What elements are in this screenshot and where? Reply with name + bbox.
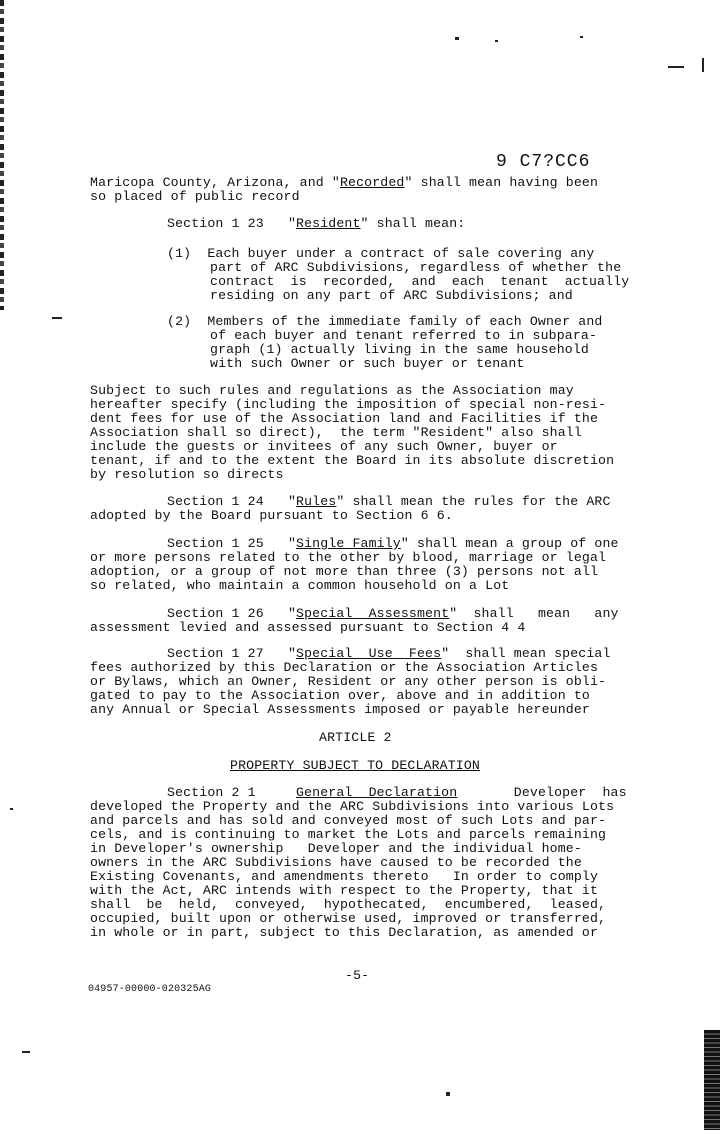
intro-line: so placed of public record bbox=[90, 189, 300, 204]
definition-item-2: graph (1) actually living in the same household bbox=[210, 342, 589, 357]
paragraph-line: cels, and is continuing to market the Lots and parcels remaining bbox=[90, 827, 607, 842]
paragraph-line: Association shall so direct), the term "Resident" also shall bbox=[90, 425, 582, 440]
paragraph-line: hereafter specify (including the imposition of special non-resi- bbox=[90, 397, 607, 412]
document-code: 04957-00000-020325AG bbox=[88, 984, 212, 995]
section-1-26: Section 1 26 "Special Assessment" shall mean any bbox=[167, 606, 619, 621]
article-heading: ARTICLE 2 bbox=[319, 730, 392, 745]
paragraph-line: or more persons related to the other by blood, marriage or legal bbox=[90, 550, 607, 565]
scan-speck bbox=[495, 40, 498, 42]
scan-speck bbox=[455, 37, 459, 40]
article-title: PROPERTY SUBJECT TO DECLARATION bbox=[230, 758, 480, 773]
paragraph-line: so related, who maintain a common household on a Lot bbox=[90, 578, 510, 593]
scan-speck bbox=[580, 36, 583, 38]
definition-item-1: contract is recorded, and each tenant actually bbox=[210, 274, 630, 289]
scan-speck bbox=[22, 1051, 30, 1053]
section-1-25: Section 1 25 "Single Family" shall mean a group of one bbox=[167, 536, 619, 551]
paragraph-line: shall be held, conveyed, hypothecated, encumbered, leased, bbox=[90, 897, 607, 912]
paragraph-line: in whole or in part, subject to this Declaration, as amended or bbox=[90, 925, 599, 940]
page-number: -5- bbox=[345, 968, 370, 983]
scan-speck bbox=[446, 1092, 450, 1096]
scan-speck bbox=[10, 808, 13, 810]
paragraph-line: tenant, if and to the extent the Board in its absolute discretion bbox=[90, 453, 615, 468]
document-number: 9 C7?CC6 bbox=[496, 152, 591, 172]
section-1-23-heading: Section 1 23 "Resident" shall mean: bbox=[167, 216, 466, 231]
paragraph-line: with the Act, ARC intends with respect to the Property, that it bbox=[90, 883, 599, 898]
paragraph-line: by resolution so directs bbox=[90, 467, 284, 482]
paragraph-line: in Developer's ownership Developer and the individual home- bbox=[90, 841, 582, 856]
paragraph-line: any Annual or Special Assessments imposed or payable hereunder bbox=[90, 702, 590, 717]
intro-line: Maricopa County, Arizona, and "Recorded" shall mean having been bbox=[90, 175, 599, 190]
section-1-27: Section 1 27 "Special Use Fees" shall mean special bbox=[167, 646, 611, 661]
scan-edge-artifact bbox=[0, 0, 4, 310]
definition-item-1: (1) Each buyer under a contract of sale covering any bbox=[167, 246, 595, 261]
paragraph-line: and parcels and has sold and conveyed most of such Lots and par- bbox=[90, 813, 607, 828]
scan-speck bbox=[52, 317, 62, 319]
paragraph-line: owners in the ARC Subdivisions have caused to be recorded the bbox=[90, 855, 582, 870]
section-1-24: Section 1 24 "Rules" shall mean the rules for the ARC bbox=[167, 494, 611, 509]
scan-speck bbox=[702, 58, 704, 72]
definition-item-2: of each buyer and tenant referred to in subpara- bbox=[210, 328, 598, 343]
paragraph-line: Subject to such rules and regulations as the Association may bbox=[90, 383, 574, 398]
paragraph-line: dent fees for use of the Association land and Facilities if the bbox=[90, 411, 599, 426]
scan-speck bbox=[668, 66, 684, 68]
definition-item-2: (2) Members of the immediate family of each Owner and bbox=[167, 314, 603, 329]
paragraph-line: fees authorized by this Declaration or the Association Articles bbox=[90, 660, 599, 675]
paragraph-line: occupied, built upon or otherwise used, improved or transferred, bbox=[90, 911, 607, 926]
paragraph-line: adopted by the Board pursuant to Section 6 6. bbox=[90, 508, 453, 523]
paragraph-line: assessment levied and assessed pursuant to Section 4 4 bbox=[90, 620, 526, 635]
section-2-1: Section 2 1 General Declaration Developer has bbox=[167, 785, 627, 800]
paragraph-line: Existing Covenants, and amendments thereto In order to comply bbox=[90, 869, 599, 884]
paragraph-line: or Bylaws, which an Owner, Resident or any other person is obli- bbox=[90, 674, 607, 689]
paragraph-line: include the guests or invitees of any such Owner, buyer or bbox=[90, 439, 558, 454]
paragraph-line: gated to pay to the Association over, above and in addition to bbox=[90, 688, 590, 703]
definition-item-2: with such Owner or such buyer or tenant bbox=[210, 356, 525, 371]
definition-item-1: part of ARC Subdivisions, regardless of whether the bbox=[210, 260, 622, 275]
scan-barcode-strip bbox=[704, 1030, 720, 1130]
paragraph-line: developed the Property and the ARC Subdivisions into various Lots bbox=[90, 799, 615, 814]
definition-item-1: residing on any part of ARC Subdivisions; and bbox=[210, 288, 573, 303]
paragraph-line: adoption, or a group of not more than three (3) persons not all bbox=[90, 564, 599, 579]
